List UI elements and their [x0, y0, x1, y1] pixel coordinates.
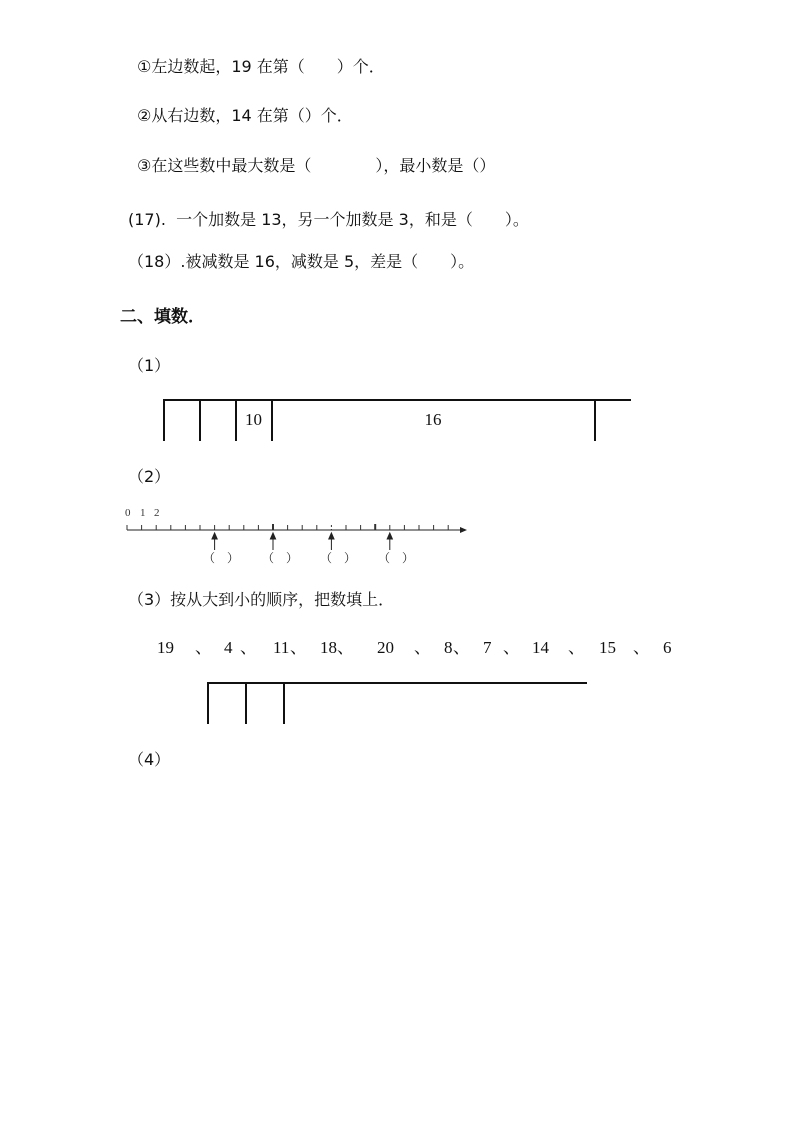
tick-label-2: 2 [154, 507, 160, 519]
box-top-line [163, 399, 631, 401]
list-number: 11 [273, 638, 290, 657]
list-number: 7 [483, 638, 492, 657]
separator: 、 [195, 638, 212, 657]
question-2: ②从右边数，14 在第（）个． [137, 106, 353, 125]
question-1: ①左边数起，19 在第（ ）个． [137, 57, 385, 76]
separator: 、 [290, 638, 307, 657]
number-line-graphic [0, 510, 793, 580]
list-number: 15 [599, 638, 616, 657]
list-number: 4 [224, 638, 233, 657]
list-number: 19 [157, 638, 174, 657]
list-number: 8 [444, 638, 453, 657]
sub-question-2-label: （2） [128, 467, 171, 486]
box-divider [283, 682, 285, 724]
arrow-head-icon [460, 527, 467, 533]
box-cell-4: 16 [424, 410, 442, 429]
separator: 、 [240, 638, 257, 657]
box-divider [594, 399, 596, 441]
question-18: （18）.被减数是 16，减数是 5，差是（ ）。 [128, 252, 475, 271]
sub-question-3-label: （3）按从大到小的顺序，把数填上． [128, 590, 395, 609]
separator: 、 [414, 638, 431, 657]
answer-cell-2[interactable] [246, 684, 283, 724]
separator: 、 [568, 638, 585, 657]
separator: 、 [453, 638, 470, 657]
list-number: 14 [532, 638, 549, 657]
list-number: 6 [663, 638, 672, 657]
sub-question-1-label: （1） [128, 356, 171, 375]
list-number: 18 [320, 638, 337, 657]
box-divider [199, 399, 201, 441]
tick-label-1: 1 [140, 507, 146, 519]
number-line-blank-4[interactable]: （ ） [378, 551, 415, 565]
separator: 、 [633, 638, 650, 657]
sub-question-4-label: （4） [128, 750, 171, 769]
separator: 、 [337, 638, 354, 657]
number-line-blank-3[interactable]: （ ） [320, 551, 357, 565]
section-heading: 二、填数． [120, 307, 205, 327]
list-number: 20 [377, 638, 394, 657]
number-line-blank-1[interactable]: （ ） [203, 551, 240, 565]
number-line-blank-2[interactable]: （ ） [262, 551, 299, 565]
tick-label-0: 0 [125, 507, 131, 519]
question-17: (17). 一个加数是 13，另一个加数是 3，和是（ ）。 [128, 210, 529, 229]
separator: 、 [503, 638, 520, 657]
box-cell-3: 10 [245, 410, 262, 429]
box-divider [163, 399, 165, 441]
question-3: ③在这些数中最大数是（ ），最小数是（） [137, 156, 496, 175]
answer-cell-1[interactable] [208, 684, 245, 724]
